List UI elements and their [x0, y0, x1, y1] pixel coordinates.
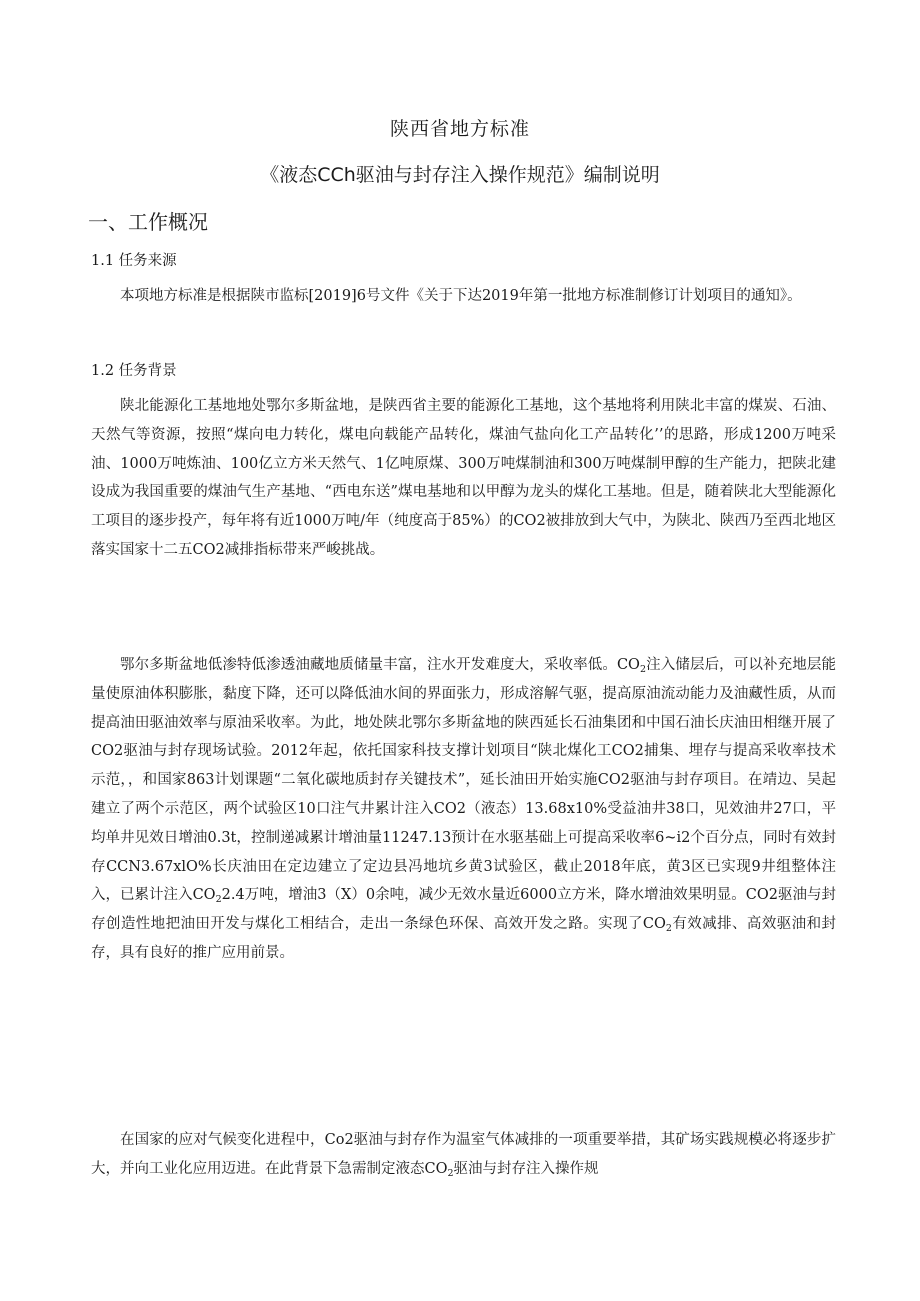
document-subtitle: 《液态CCh驱油与封存注入操作规范》编制说明	[260, 164, 660, 186]
paragraph-text: 有效减排、高效驱油和封存，具有良好的推广应用前景。	[91, 916, 836, 961]
paragraph-text: 在国家的应对气候变化进程中，Co2驱油与封存作为温室气体减排的一项重要举措，其矿场实践规模必将逐步扩大，并向工业化应用迈进。在此背景下急需制定液态CO	[91, 1132, 836, 1177]
paragraph-text: 鄂尔多斯盆地低渗特低渗透油藏地质储量丰富，注水开发难度大，采收率低。CO	[120, 657, 640, 673]
document-title: 陕西省地方标准	[389, 118, 530, 140]
subscript-2: 2	[215, 894, 222, 906]
subscript-2: 2	[447, 1167, 454, 1179]
paragraph-text: 注入储层后，可以补充地层能量使原油体积膨胀，黏度下降，还可以降低油水间的界面张力，形成溶解气驱，提高原油流动能力及油藏性质，从而提高油田驱油效率与原油采收率。为此，地处陕北鄂尔多斯盆地的陕西延长石油集团和中国石油长庆油田相继开展了CO2驱油与封存现场试验。2012年起，依托国家科技支撑计划项目“陕北煤化工CO2捕集、埋存与提高采收率技术示范，，和国家863计划课题“二氧化碳地质封存关键技术”，延长油田开始实施CO2驱油与封存项目。在靖边、吴起建立了两个示范区，两个试验区10口注气井累计注入CO2（液态）13.68x10%受益油井38口，见效油井27口，平均单井见效日增油0.3t，控制递减累计增油量11247.13预计在水驱基础上可提高采收率6~i2个百分点，同时有效封存CCN3.67xlO%长庆油田在定边建立了定边县冯地坑乡黄3试验区，截止2018年底，黄3区已实现9井组整体注入，已累计注入CO	[91, 657, 836, 904]
subsection-heading-task-source: 1.1 任务来源	[91, 253, 177, 269]
paragraph-task-source: 本项地方标准是根据陕市监标[2019]6号文件《关于下达2019年第一批地方标准制修订计划项目的通知》。	[120, 288, 802, 304]
paragraph-background-3	[91, 1126, 836, 1184]
paragraph-background-2	[91, 651, 836, 968]
paragraph-background-1: 陕北能源化工基地地处鄂尔多斯盆地，是陕西省主要的能源化工基地，这个基地将利用陕北丰富的煤炭、石油、天然气等资源，按照“煤向电力转化，煤电向载能产品转化，煤油气盐向化工产品转化’’的思路，形成1200万吨采油、1000万吨炼油、100亿立方米天然气、1亿吨原煤、300万吨煤制油和300万吨煤制甲醇的生产能力，把陕北建设成为我国重要的煤油气生产基地、“西电东送”煤电基地和以甲醇为龙头的煤化工基地。但是，随着陕北大型能源化工项目的逐步投产，每年将有近1000万吨/年（纯度高于85%）的CO2被排放到大气中，为陕北、陕西乃至西北地区落实国家十二五CO2减排指标带来严峻挑战。	[91, 398, 836, 558]
subsection-heading-task-background: 1.2 任务背景	[91, 363, 177, 379]
paragraph-text: 驱油与封存注入操作规	[453, 1160, 599, 1177]
paragraph-text: 2.4万吨，增油3（X）0余吨，减少无效水量近6000立方米，降水增油效果明显。CO2驱油与封存创造性地把油田开发与煤化工相结合，走出一条绿色环保、高效开发之路。实现了CO	[91, 887, 836, 933]
section-heading-work-overview: 一、工作概况	[88, 210, 208, 234]
subscript-2: 2	[639, 664, 646, 675]
subscript-2: 2	[665, 923, 672, 935]
